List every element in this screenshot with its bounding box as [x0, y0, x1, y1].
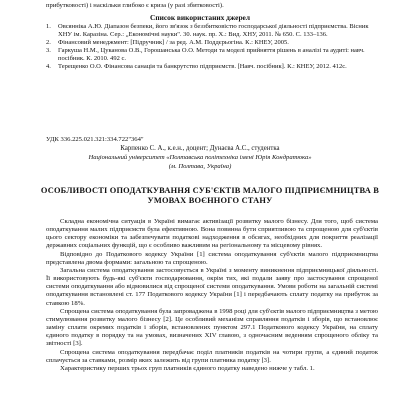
- authors-line: Карпенко С. А., к.е.н., доцент; Дунаєва А.С., студентка: [120, 145, 280, 152]
- reference-text: Гаркуша Н.М., Цуканова О.В., Горошанська О.О. Методи та моделі прийняття рішень в аналізі та аудиті: навч. посібник. К. 2010. 492 с.: [58, 47, 365, 62]
- references-heading: Список використаних джерел: [150, 13, 250, 22]
- reference-text: Овсянніка А.Ю. Діапазон безпеки, його зв'язок з беззбитковістю господарської діяльності підприємства. Вісник ХНУ ім. Каразіна. Сер.: „Економічні науки". 30. наук. пр. Х.: Вид. ХНУ, 2011. № 650. С. 133–136.: [58, 23, 369, 38]
- reference-item: [46, 47, 378, 63]
- previous-page-text: прибутковості) і наскільки глибоко є криза (у разі збитковості).: [46, 2, 224, 9]
- reference-number: 2.: [46, 39, 51, 46]
- body-paragraph: Відповідно до Податкового кодексу України [1] система оподаткування суб'єктів малого підприємництва представлена двома формами: загальною та спрощеною.: [46, 250, 378, 266]
- reference-item: [46, 39, 378, 47]
- city-line: (м. Полтава, Україна): [168, 163, 232, 170]
- reference-number: 4.: [46, 63, 51, 70]
- article-title: ОСОБЛИВОСТІ ОПОДАТКУВАННЯ СУБ'ЄКТІВ МАЛОГО ПІДПРИЄМНИЦТВА В УМОВАХ ВОЄННОГО СТАНУ: [40, 186, 380, 205]
- reference-number: 1.: [46, 23, 51, 30]
- body-paragraph: Спрощена система оподаткування була запроваджена в 1998 році для суб'єктів малого підприємництва з метою стимулювання розвитку малого бізнесу [2]. Це особливий механізм справляння податків і зборів, що встановлює заміну сплати окремих податків і зборів, встановлених пунктом 297.1 Податкового кодексу України, на сплату єдиного податку в порядку та на умовах, визначених XIV главою, з одночасним веденням спрощеного обліку та звітності [3].: [46, 307, 378, 348]
- references-list: [46, 23, 378, 71]
- reference-item: [46, 23, 378, 39]
- body-paragraph: Складна економічна ситуація в Україні вимагає активізації розвитку малого бізнесу. Для того, щоб система оподаткування малих підприємств була ефективною. Вона повинна бути сприятливою та спрощеною для суб'єктів цього сектору економіки та забезпечувати податкові надходження в обсягах, необхідних для покриття реалізації державних соціальних функцій, що є особливо важливим на регіональному та місцевому рівнях.: [46, 218, 378, 250]
- udc-code: УДК 336.225.021.321:334.722"364": [46, 136, 144, 143]
- reference-item: [46, 63, 378, 71]
- reference-text: Фінансовий менеджмент: [Підручник] / за ред. А.М. Поддєрьогіна. К.: КНЕУ, 2005.: [58, 39, 289, 46]
- reference-number: 3.: [46, 47, 51, 54]
- reference-text: Терещенко О.О. Фінансова санація та банкрутство підприємств. [Навч. посібник]. К.: КНЕУ, 2012. 412с.: [58, 63, 347, 70]
- article-body: [46, 218, 378, 373]
- body-paragraph: Характеристику перших трьох груп платників єдиного податку наведено нижче у табл. 1.: [60, 364, 315, 372]
- body-paragraph: Спрощена система оподаткування передбачає поділ платників податків на чотири групи, а єдиний податок сплачується за ставками, розмір яких залежить від групи платника податку [3].: [46, 348, 378, 364]
- affiliation: Національний університет «Полтавська політехніка імені Юрія Кондратюка»: [88, 154, 312, 161]
- body-paragraph: Загальна система оподаткування застосовується в Україні з моменту виникнення підприємницької діяльності. Її використовують будь-які суб'єкти господарювання, окрім тих, які подали заяву про застосування спрощеної системи оподаткування або відмовилися від спрощеної системи оподаткування. Умови роботи на загальній системі оподаткування встановлені ст. 177 Податкового кодексу України [1] і передбачають сплату податку на прибуток за ставкою 18%.: [46, 266, 378, 307]
